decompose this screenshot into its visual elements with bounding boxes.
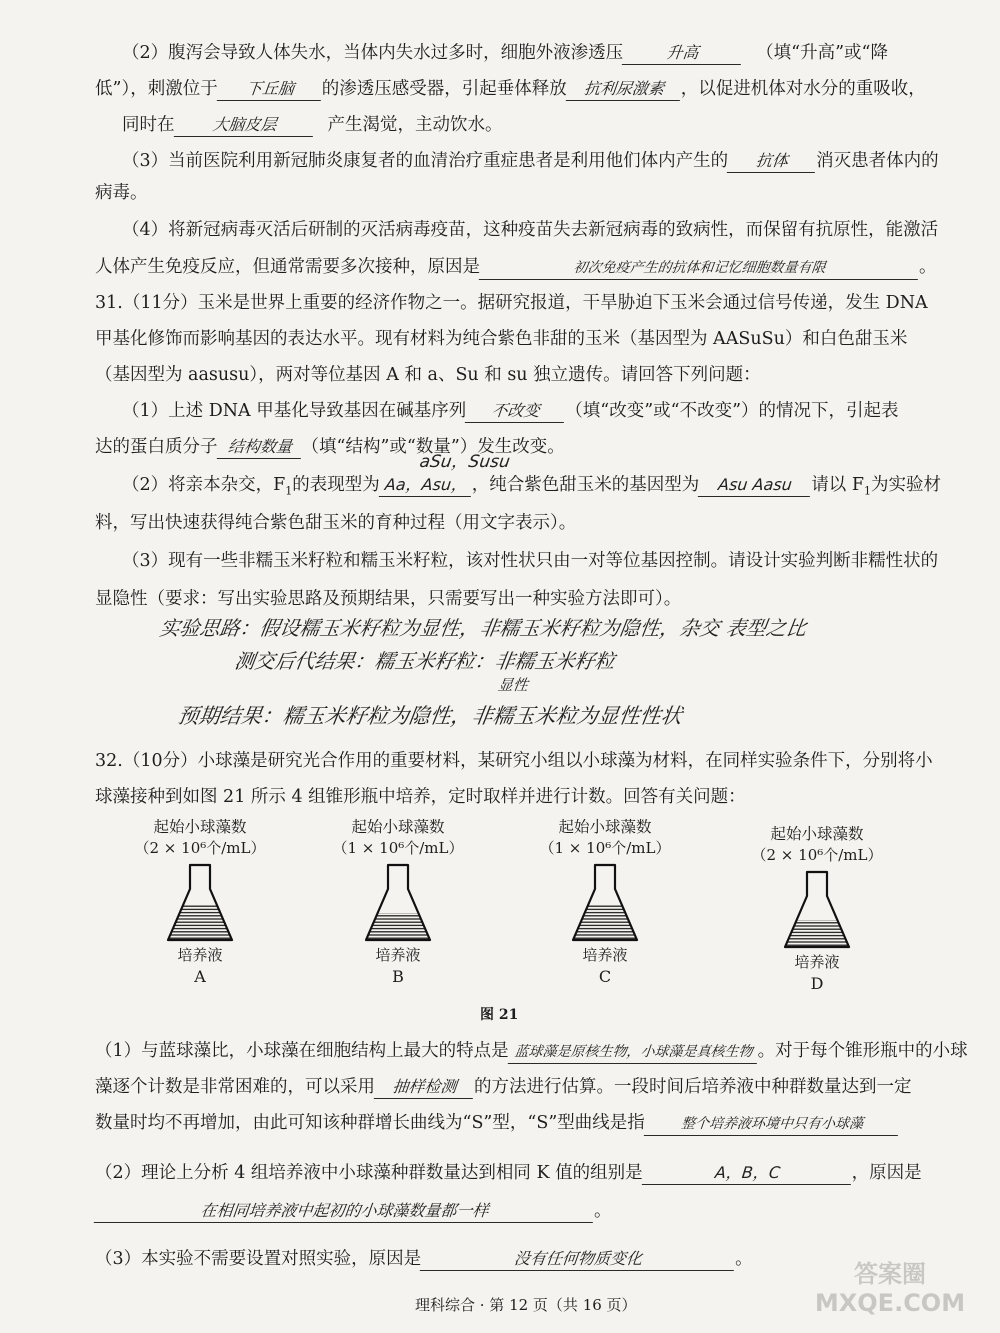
erlenmeyer-flask-icon — [570, 863, 640, 943]
q30-p2-line1: （2）腹泻会导致人体失水，当体内失水过多时，细胞外液渗透压 升高 （填“升高”或“降 — [122, 43, 888, 63]
q30-p2-line2: 低”），刺激位于 下丘脑 的渗透压感受器，引起垂体释放 抗利尿激素 ，以促进机体对水分的重吸收， — [95, 79, 926, 99]
flask-caption: 起始小球藻数 — [351, 818, 445, 836]
erlenmeyer-flask-icon — [165, 863, 235, 943]
handwritten-note: 显性 — [496, 676, 530, 694]
answer-blank[interactable]: 在相同培养液中起初的小球藻数量都一样 — [94, 1200, 595, 1223]
flask-start-count: （2 × 10⁶个/mL） — [751, 846, 883, 864]
flask-letter: A — [194, 967, 206, 986]
q31-p3-line1: （3）现有一些非糯玉米籽粒和糯玉米籽粒，该对性状只由一对等位基因控制。请设计实验判断非糯性状的 — [122, 551, 939, 571]
answer-blank[interactable]: 结构数量 — [216, 436, 302, 459]
q30-p3-line2: 病毒。 — [95, 183, 148, 203]
answer-blank[interactable]: 大脑皮层 — [173, 114, 314, 137]
flask-start-count: （2 × 10⁶个/mL） — [134, 839, 266, 857]
answer-blank[interactable]: 不改变 — [465, 400, 566, 423]
answer-blank[interactable]: 没有任何物质变化 — [420, 1248, 736, 1271]
answer-blank[interactable]: A，B，C — [641, 1162, 852, 1185]
flask-medium-label: 培养液 — [177, 946, 223, 964]
answer-blank[interactable]: Asu Aasu — [698, 474, 812, 497]
flask-caption: 起始小球藻数 — [770, 825, 864, 843]
flask-caption: 起始小球藻数 — [153, 818, 247, 836]
flask-D — [732, 824, 902, 995]
q31-intro-line2: 甲基化修饰而影响基因的表达水平。现有材料为纯合紫色非甜的玉米（基因型为 AASuSu）和白色甜玉米 — [95, 329, 908, 349]
answer-blank[interactable]: 抗体 — [727, 150, 817, 173]
handwritten-answer: 预期结果：糯玉米籽粒为隐性，非糯玉米粒为显性性状 — [176, 704, 684, 728]
answer-blank[interactable]: 下丘脑 — [216, 78, 322, 101]
q32-intro-line1: 32.（10分）小球藻是研究光合作用的重要材料，某研究小组以小球藻为材料，在同样实验条件下，分别将小 — [95, 751, 933, 771]
erlenmeyer-flask-icon — [363, 863, 433, 943]
handwritten-note: aSu，Susu — [418, 452, 512, 472]
flask-letter: C — [598, 967, 612, 986]
flask-medium-label: 培养液 — [582, 946, 628, 964]
q32-p2-line2: 在相同培养液中起初的小球藻数量都一样 。 — [0, 1198, 1000, 1224]
flask-start-count: （1 × 10⁶个/mL） — [332, 839, 464, 857]
q32-p1-line2: 藻逐个计数是非常困难的，可以采用 抽样检测 的方法进行估算。一段时间后培养液中种群数量达到一定 — [95, 1077, 912, 1097]
answer-blank[interactable]: 初次免疫产生的抗体和记忆细胞数量有限 — [479, 257, 920, 280]
q30-p2-line3: 同时在 大脑皮层 产生渴觉，主动饮水。 — [122, 115, 503, 135]
answer-blank[interactable]: 蓝球藻是原核生物，小球藻是真核生物 — [507, 1041, 758, 1064]
q31-p1-line1: （1）上述 DNA 甲基化导致基因在碱基序列 不改变 （填“改变”或“不改变”）的情况下，引起表 — [122, 401, 899, 421]
flask-medium-label: 培养液 — [794, 953, 840, 971]
handwritten-answer: 实验思路：假设糯玉米籽粒为显性，非糯玉米籽粒为隐性，杂交 表型之比 — [158, 616, 808, 640]
q30-p4-line2: 人体产生免疫反应，但通常需要多次接种，原因是 初次免疫产生的抗体和记忆细胞数量有限 。 — [0, 254, 1000, 280]
watermark-logo: 答案圈 MXQE.COM — [814, 1260, 966, 1317]
flask-letter: B — [392, 967, 404, 986]
answer-blank[interactable]: 抽样检测 — [374, 1076, 475, 1099]
answer-blank[interactable]: 抗利尿激素 — [565, 78, 681, 101]
erlenmeyer-flask-icon — [782, 870, 852, 950]
q31-p2-line2: 料，写出快速获得纯合紫色甜玉米的育种过程（用文字表示）。 — [95, 513, 577, 533]
flask-B — [313, 817, 483, 988]
flask-start-count: （1 × 10⁶个/mL） — [539, 839, 671, 857]
flask-letter: D — [810, 974, 824, 993]
q30-p4-line1: （4）将新冠病毒灭活后研制的灭活病毒疫苗，这种疫苗失去新冠病毒的致病性，而保留有抗原性，能激活 — [122, 220, 939, 240]
page-footer: 理科综合 · 第 12 页（共 16 页） — [415, 1296, 637, 1314]
q31-p1-line2: 达的蛋白质分子 结构数量 （填“结构”或“数量”）发生改变。 — [95, 437, 565, 457]
handwritten-answer: 测交后代结果：糯玉米籽粒：非糯玉米籽粒 — [233, 649, 617, 673]
flask-medium-label: 培养液 — [375, 946, 421, 964]
figure-caption: 图 21 — [480, 1007, 519, 1023]
answer-blank[interactable]: 升高 — [622, 42, 743, 65]
q32-p1-line1: （1）与蓝球藻比，小球藻在细胞结构上最大的特点是 蓝球藻是原核生物，小球藻是真核生物 。对于每个锥形瓶中的小球 — [0, 1038, 1000, 1064]
flask-C — [520, 817, 690, 988]
answer-blank[interactable]: Aa，Asu， — [379, 474, 473, 497]
q31-p3-line2: 显隐性（要求：写出实验思路及预期结果，只需要写出一种实验方法即可）。 — [95, 589, 682, 609]
flask-A — [115, 817, 285, 988]
q32-intro-line2: 球藻接种到如图 21 所示 4 组锥形瓶中培养，定时取样并进行计数。回答有关问题： — [95, 787, 746, 807]
q31-p2-line1: （2）将亲本杂交，$F_1$的表现型为 Aa，Asu， ，纯合紫色甜玉米的基因型为 Asu Aasu 请以 $F_1$为实验材 — [122, 475, 941, 498]
q32-p2-line1: （2）理论上分析 4 组培养液中小球藻种群数量达到相同 K 值的组别是 A，B，C ，原因是 — [95, 1163, 922, 1183]
q32-p3-line1: （3）本实验不需要设置对照实验，原因是 没有任何物质变化 。 — [95, 1249, 753, 1269]
flask-caption: 起始小球藻数 — [558, 818, 652, 836]
q31-intro-line1: 31.（11分）玉米是世界上重要的经济作物之一。据研究报道，干旱胁迫下玉米会通过信号传递，发生 DNA — [95, 293, 928, 313]
q31-intro-line3: （基因型为 aasusu），两对等位基因 A 和 a、Su 和 su 独立遗传。请回答下列问题： — [95, 365, 761, 385]
answer-blank[interactable]: 整个培养液环境中只有小球藻 — [644, 1113, 900, 1136]
q30-p3-line1: （3）当前医院利用新冠肺炎康复者的血清治疗重症患者是利用他们体内产生的 抗体 消灭患者体内的 — [122, 151, 939, 171]
q32-p1-line3: 数量时均不再增加，由此可知该种群增长曲线为“S”型，“S”型曲线是指 整个培养液环境中只有小球藻 — [0, 1110, 1000, 1136]
